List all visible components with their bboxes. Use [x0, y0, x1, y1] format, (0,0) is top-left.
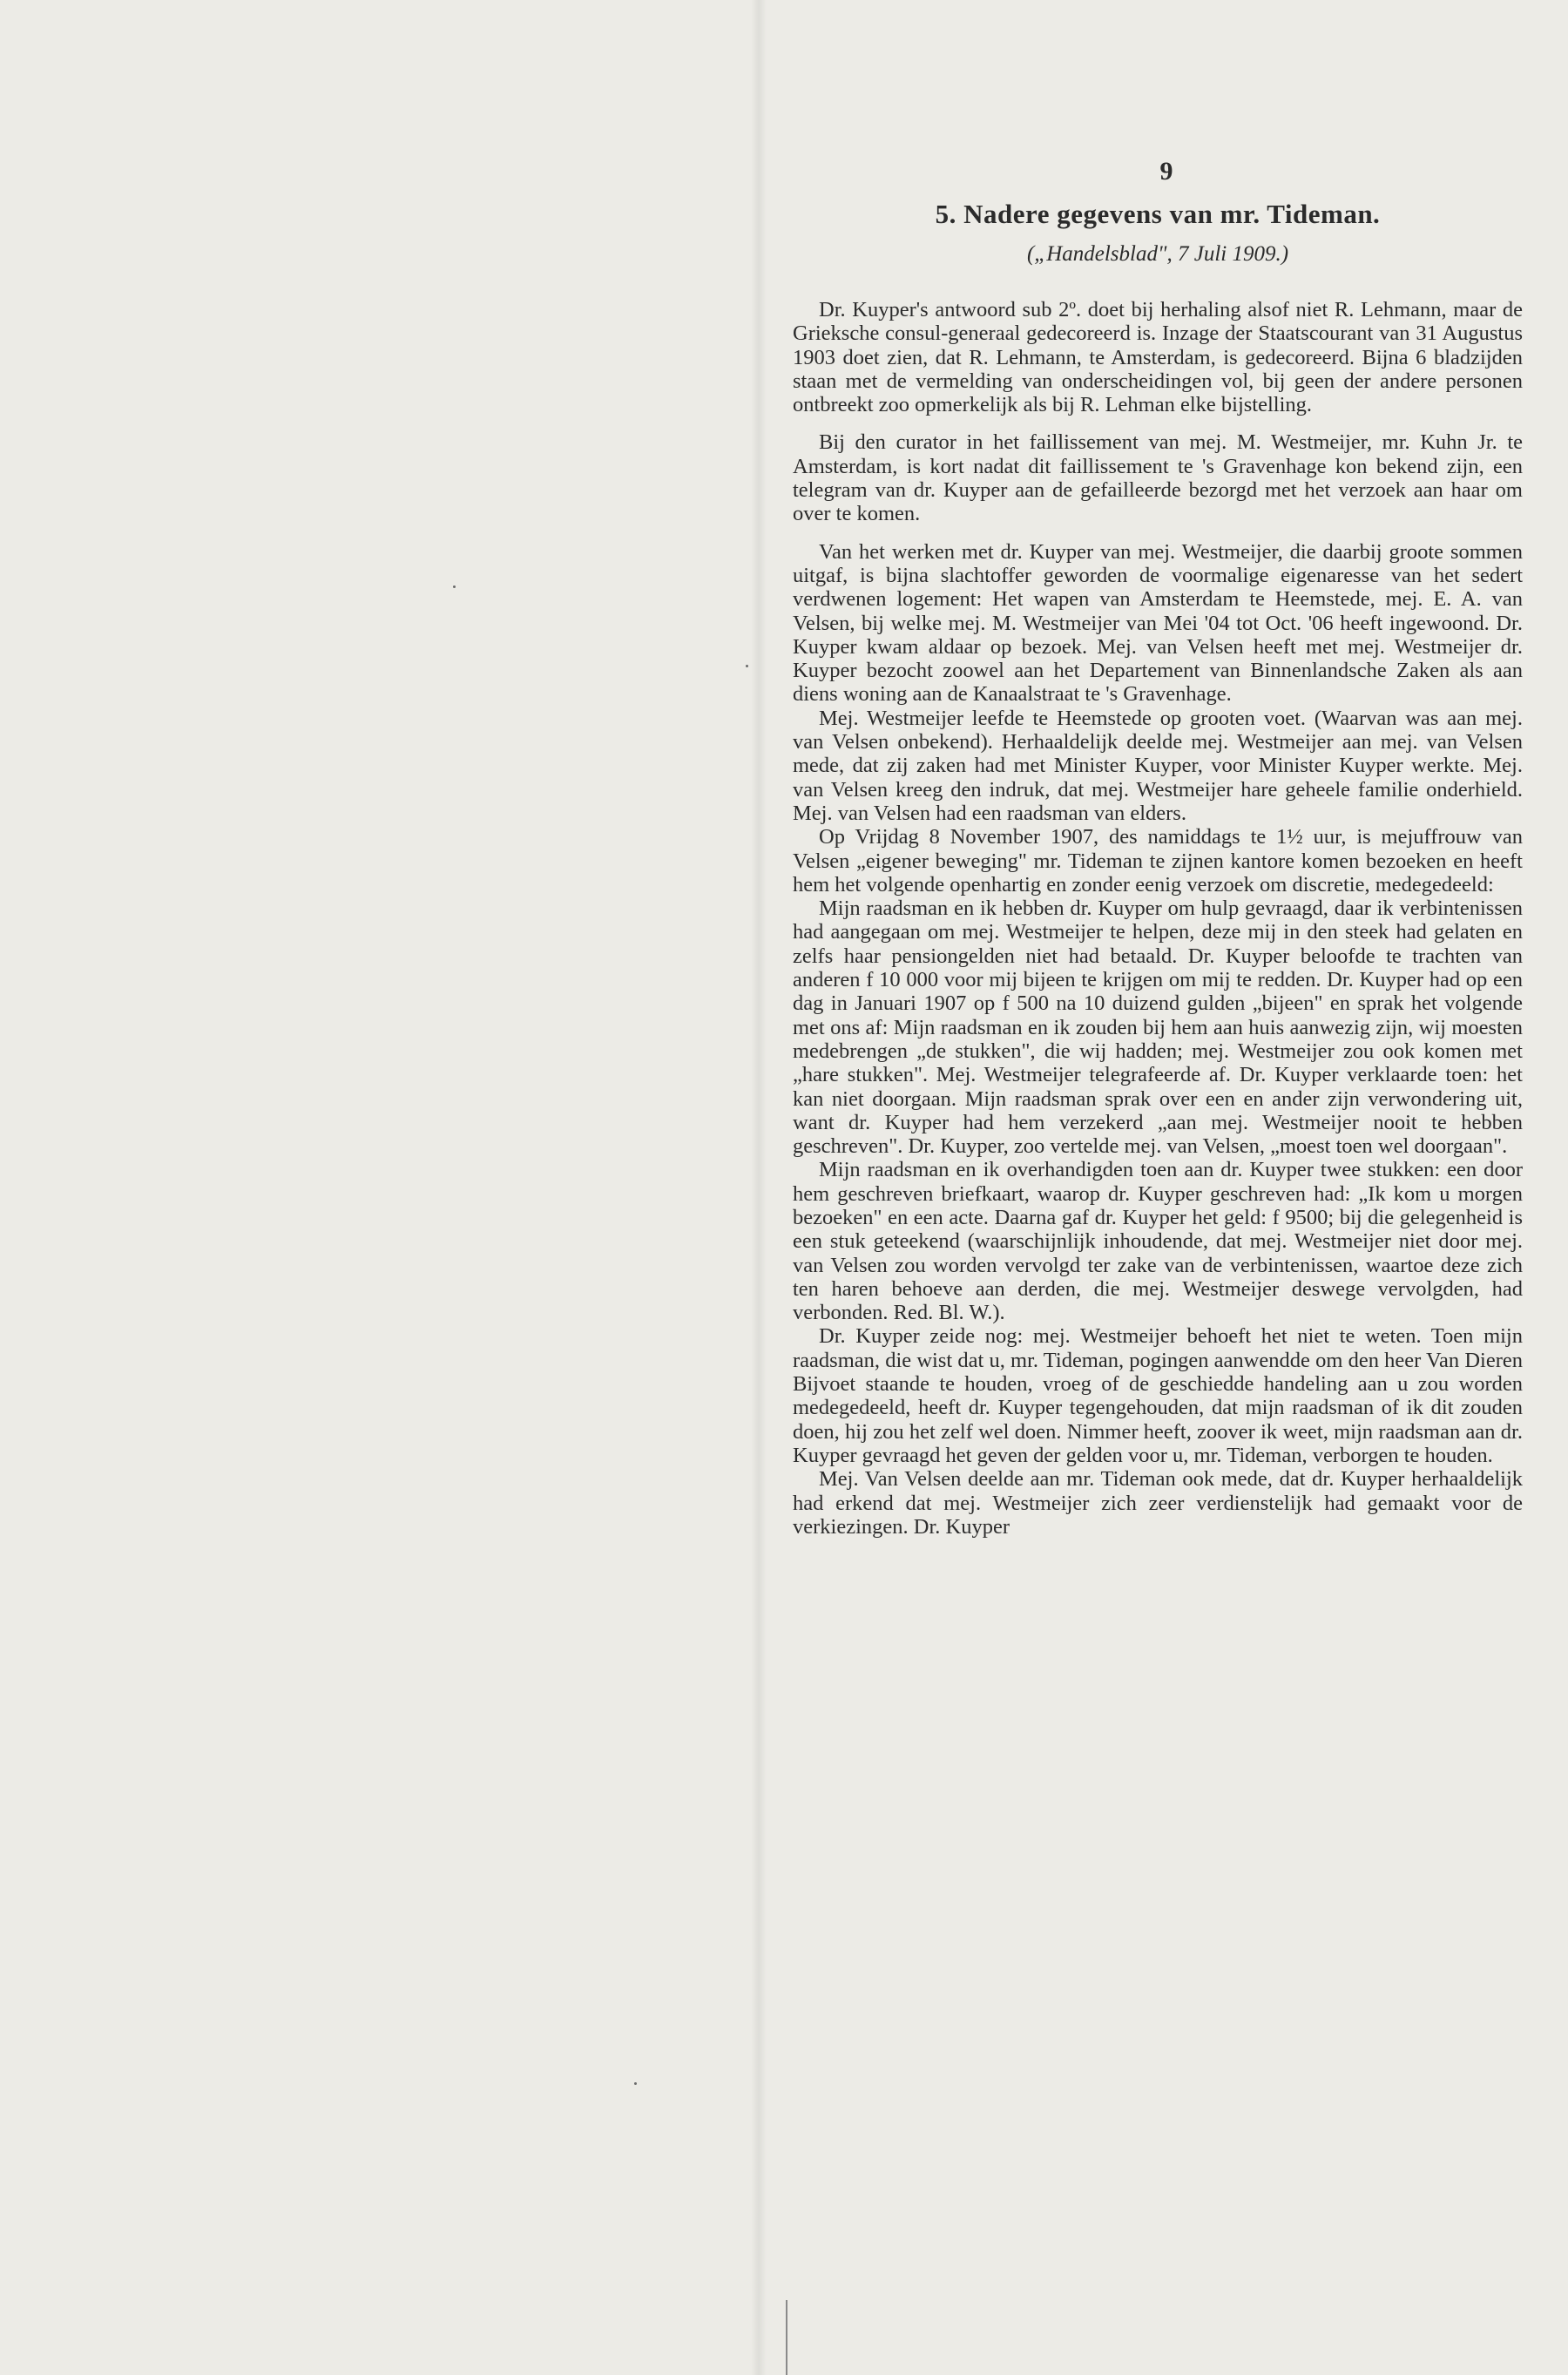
paragraph-1: Dr. Kuyper's antwoord sub 2º. doet bij herhaling alsof niet R. Lehmann, maar de Grieksche consul-generaal gedecoreerd is. Inzage der Staatscourant van 31 Augustus 1903 doet zien, dat R. Lehmann, te Amsterdam, is gedecoreerd. Bijna 6 bladzijden staan met de vermelding van onderscheidingen vol, bij geen der andere personen ontbreekt zoo opmerkelijk als bij R. Lehman elke bijstelling. [793, 298, 1523, 417]
paper-speck [453, 585, 456, 588]
paragraph-5: Op Vrijdag 8 November 1907, des namiddags te 1½ uur, is mejuffrouw van Velsen „eigener beweging" mr. Tideman te zijnen kantore komen bezoeken en heeft hem het volgende openhartig en zonder eenig verzoek om discretie, medegedeeld: [793, 825, 1523, 897]
paper-speck [634, 2082, 637, 2085]
source-citation: („Handelsblad", 7 Juli 1909.) [1026, 242, 1289, 266]
page-gutter [751, 0, 767, 2375]
paragraph-2: Bij den curator in het faillissement van mej. M. Westmeijer, mr. Kuhn Jr. te Amsterdam, is kort nadat dit faillissement te 's Gravenhage kon bekend zijn, een telegram van dr. Kuyper aan de gefailleerde bezorgd met het verzoek aan haar om over te komen. [793, 430, 1523, 526]
text-column [793, 157, 1523, 1539]
paragraph-4: Mej. Westmeijer leefde te Heemstede op grooten voet. (Waarvan was aan mej. van Velsen onbekend). Herhaaldelijk deelde mej. Westmeijer aan mej. van Velsen mede, dat zij zaken had met Minister Kuyper, voor Minister Kuyper werkte. Mej. van Velsen kreeg den indruk, dat mej. Westmeijer hare geheele familie onderhield. Mej. van Velsen had een raadsman van elders. [793, 706, 1523, 825]
paper-speck [746, 665, 748, 667]
paragraph-6: Mijn raadsman en ik hebben dr. Kuyper om hulp gevraagd, daar ik verbintenissen had aangegaan om mej. Westmeijer te helpen, deze mij in den steek had gelaten en zelfs haar pensiongelden niet had betaald. Dr. Kuyper beloofde te trachten van anderen f 10 000 voor mij bijeen te krijgen om mij te redden. Dr. Kuyper had op een dag in Januari 1907 op f 500 na 10 duizend gulden „bijeen" en sprak het volgende met ons af: Mijn raadsman en ik zouden bij hem aan huis aanwezig zijn, wij moesten medebrengen „de stukken", die wij hadden; mej. Westmeijer zou ook komen met „hare stukken". Mej. Westmeijer telegrafeerde af. Dr. Kuyper verklaarde toen: het kan niet doorgaan. Mijn raadsman sprak over een en ander zijn verwondering uit, want dr. Kuyper had hem verzekerd „aan mej. Westmeijer nooit te hebben geschreven". Dr. Kuyper, zoo vertelde mej. van Velsen, „moest toen wel doorgaan". [793, 897, 1523, 1159]
page-number: 9 [1159, 157, 1173, 186]
paragraph-8: Dr. Kuyper zeide nog: mej. Westmeijer behoeft het niet te weten. Toen mijn raadsman, die wist dat u, mr. Tideman, pogingen aanwendde om den heer Van Dieren Bijvoet staande te houden, vroeg of de geschiedde handeling aan u zou worden medegedeeld, heeft dr. Kuyper tegengehouden, dat mijn raadsman of ik dit zouden doen, hij zou het zelf wel doen. Nimmer heeft, zoover ik weet, mijn raadsman aan dr. Kuyper gevraagd het geven der gelden voor u, mr. Tideman, verborgen te houden. [793, 1324, 1523, 1467]
paper-crease [786, 2300, 787, 2375]
section-heading: 5. Nadere gegevens van mr. Tideman. [935, 199, 1381, 229]
paragraph-3: Van het werken met dr. Kuyper van mej. Westmeijer, die daarbij groote sommen uitgaf, is bijna slachtoffer geworden de voormalige eigenaresse van het sedert verdwenen logement: Het wapen van Amsterdam te Heemstede, mej. E. A. van Velsen, bij welke mej. M. Westmeijer van Mei '04 tot Oct. '06 heeft ingewoond. Dr. Kuyper kwam aldaar op bezoek. Mej. van Velsen heeft met mej. Westmeijer dr. Kuyper bezocht zoowel aan het Departement van Binnenlandsche Zaken als aan diens woning aan de Kanaalstraat te 's Gravenhage. [793, 539, 1523, 707]
paragraph-9: Mej. Van Velsen deelde aan mr. Tideman ook mede, dat dr. Kuyper herhaaldelijk had erkend dat mej. Westmeijer zich zeer verdienstelijk had gemaakt voor de verkiezingen. Dr. Kuyper [793, 1467, 1523, 1539]
paragraph-7: Mijn raadsman en ik overhandigden toen aan dr. Kuyper twee stukken: een door hem geschreven briefkaart, waarop dr. Kuyper geschreven had: „Ik kom u morgen bezoeken" en een acte. Daarna gaf dr. Kuyper het geld: f 9500; bij die gelegenheid is een stuk geteekend (waarschijnlijk inhoudende, dat mej. Westmeijer niet door mej. van Velsen zou worden vervolgd ter zake van de verbintenissen, waartoe deze zich ten haren behoeve aan derden, die mej. Westmeijer deswege vervolgden, had verbonden. Red. Bl. W.). [793, 1158, 1523, 1325]
